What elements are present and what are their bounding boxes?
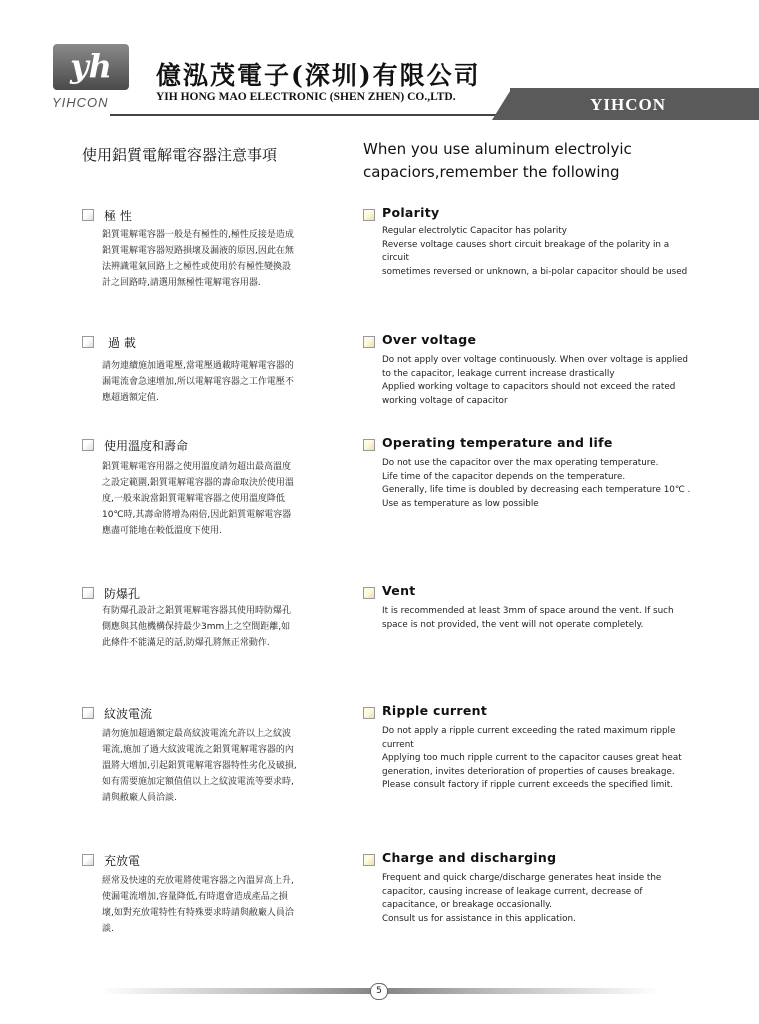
section-body xyxy=(382,872,692,926)
body-line: sometimes reversed or unknown, a bi-polar capacitor should be used xyxy=(382,266,688,277)
logo-text: yh xyxy=(70,47,112,85)
section-body: 經常及快速的充放電將使電容器之內溫昇高上升,使漏電流增加,容量降低,有時還會造成產品之損壞,如對充放電特性有特殊要求時請與敝廠人員洽談. xyxy=(102,876,294,934)
body-line: Please consult factory if ripple current exceeds the specified limit. xyxy=(382,780,674,790)
section-heading: 防爆孔 xyxy=(104,587,141,601)
body-line: Applying too much ripple current to the capacitor causes great heat generation, invites deterioration of properties of causes breakage. xyxy=(382,753,682,777)
company-name-en: YIH HONG MAO ELECTRONIC (SHEN ZHEN) CO.,LTD. xyxy=(156,91,456,103)
section-body: 鋁質電解電容用器之使用溫度請勿超出最高溫度之設定範圍,鋁質電解電容器的壽命取決於使用溫度,一般來說當鋁質電解電容器之使用溫度降低10℃時,其壽命將增為兩倍,因此鋁質電解電容器應盡可能地在較低溫度下使用. xyxy=(102,462,294,536)
header-rule xyxy=(110,114,510,116)
bullet-box-icon xyxy=(363,707,375,719)
section-heading: 紋波電流 xyxy=(104,707,153,721)
section-heading: 極 性 xyxy=(104,209,132,223)
section-body: 有防爆孔設計之鋁質電解電容器其使用時防爆孔側應與其他機構保持最少3mm上之空間距離,如此條件不能滿足的話,防爆孔將無正常動作. xyxy=(102,606,292,648)
body-line: Generally, life time is doubled by decreasing each temperature 10℃ . xyxy=(382,485,691,495)
section-vent-en xyxy=(363,585,693,632)
section-overvoltage-cn xyxy=(82,334,302,406)
page-title-en xyxy=(363,138,683,184)
section-temperature-en xyxy=(363,437,693,511)
brand-name: YIHCON xyxy=(52,95,109,110)
section-polarity-cn xyxy=(82,207,302,291)
company-name-cn: 億泓茂電子(深圳)有限公司 xyxy=(156,61,481,90)
body-line: Do not use the capacitor over the max operating temperature. xyxy=(382,458,659,468)
section-heading: 過 載 xyxy=(108,336,136,350)
page-title-cn: 使用鋁質電解電容器注意事項 xyxy=(82,146,278,164)
bullet-box-icon xyxy=(363,336,375,348)
bullet-box-icon xyxy=(363,587,375,599)
bullet-box-icon xyxy=(82,209,94,221)
bullet-box-icon xyxy=(82,336,94,348)
body-line: Do not apply a ripple current exceeding the rated maximum ripple current xyxy=(382,726,676,750)
body-line: Reverse voltage causes short circuit breakage of the polarity in a circuit xyxy=(382,239,670,263)
bullet-box-icon xyxy=(363,854,375,866)
section-body: 請勿施加超過額定最高紋波電流允許以上之紋波電流,施加了過大紋波電流之鋁質電解電容器的內溫將大增加,引起鋁質電解電容器特性劣化及破損,如有需要施加定額值值以上之紋波電流等要求時,請與敝廠人員洽談. xyxy=(102,729,297,803)
section-body xyxy=(382,354,692,408)
section-charge-cn xyxy=(82,852,302,937)
bullet-box-icon xyxy=(82,439,94,451)
section-temperature-cn xyxy=(82,437,302,539)
section-body: 請勿連續施加過電壓,當電壓過載時電解電容器的漏電流會急速增加,所以電解電容器之工作電壓不應超過額定值. xyxy=(102,361,294,403)
body-line: Use as temperature as low possible xyxy=(382,498,539,509)
section-heading: 充放電 xyxy=(104,854,141,868)
section-overvoltage-en xyxy=(363,334,693,408)
section-ripple-cn xyxy=(82,705,302,806)
bullet-box-icon xyxy=(363,439,375,451)
bullet-box-icon xyxy=(82,854,94,866)
section-body xyxy=(382,457,692,511)
section-body xyxy=(382,725,692,793)
section-body: 鋁質電解電容器一般是有極性的,極性反接是造成鋁質電解電容器短路損壞及漏液的原因,因此在無法辨識電氣回路上之極性或使用於有極性變換設計之回路時,請選用無極性電解電容用器. xyxy=(102,230,294,288)
header-band-label: YIHCON xyxy=(590,95,666,114)
company-logo xyxy=(53,44,129,90)
body-line: Applied working voltage to capacitors should not exceed the rated working voltage of capacitor xyxy=(382,382,676,406)
body-line: Life time of the capacitor depends on the temperature. xyxy=(382,471,626,482)
section-ripple-en xyxy=(363,705,693,793)
section-heading: Ripple current xyxy=(382,703,488,718)
body-line: Do not apply over voltage continuously. When over voltage is applied to the capacitor, leakage current increase drastically xyxy=(382,355,689,379)
body-line: It is recommended at least 3mm of space around the vent. If such space is not provided, the vent will not operate completely. xyxy=(382,606,674,630)
header-band-corner xyxy=(492,88,512,120)
section-heading: Polarity xyxy=(382,205,440,220)
page-title-en-line1: When you use aluminum electrolyic xyxy=(363,140,632,158)
bullet-box-icon xyxy=(82,707,94,719)
bullet-box-icon xyxy=(363,209,375,221)
section-charge-en xyxy=(363,852,693,926)
section-heading: 使用溫度和壽命 xyxy=(104,439,189,453)
body-line: Frequent and quick charge/discharge generates heat inside the capacitor, causing increase of leakage current, decrease of capacitance, or breakage occasionally. xyxy=(382,873,662,910)
section-heading: Vent xyxy=(382,583,416,598)
section-body xyxy=(382,225,692,279)
body-line: Consult us for assistance in this application. xyxy=(382,913,576,924)
body-line: Regular electrolytic Capacitor has polarity xyxy=(382,226,567,236)
section-heading: Charge and discharging xyxy=(382,850,557,865)
page-title-en-line2: capaciors,remember the following xyxy=(363,163,620,181)
page-number: 5 xyxy=(370,983,388,1000)
section-polarity-en xyxy=(363,207,693,279)
section-body xyxy=(382,605,692,632)
section-vent-cn xyxy=(82,585,302,651)
bullet-box-icon xyxy=(82,587,94,599)
section-heading: Operating temperature and life xyxy=(382,435,613,450)
section-heading: Over voltage xyxy=(382,332,477,347)
